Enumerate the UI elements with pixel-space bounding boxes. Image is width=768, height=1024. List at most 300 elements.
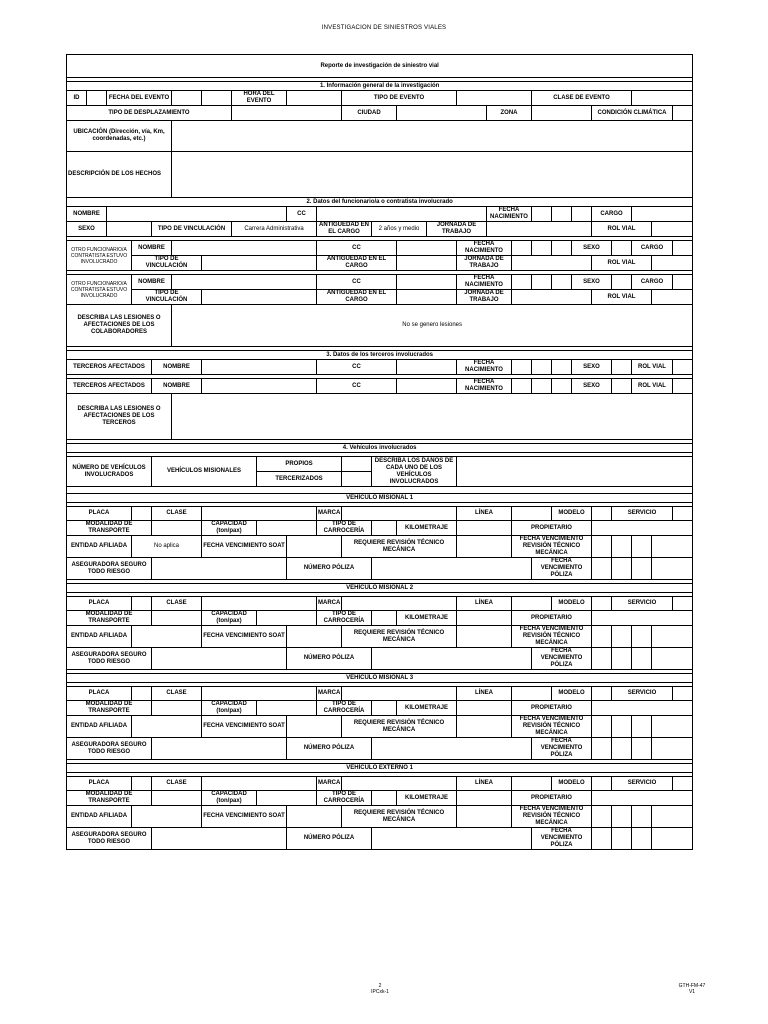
event-date-field-2[interactable]	[202, 91, 232, 106]
line-label: LÍNEA	[457, 597, 512, 611]
insurer-entity-label: ENTIDAD AFILIADA	[67, 806, 132, 828]
inspection-required-label: REQUIERE REVISIÓN TÉCNICO MECÁNICA	[342, 716, 457, 738]
employee-injuries-value[interactable]: No se genero lesiones	[172, 305, 693, 347]
class-field[interactable]	[202, 687, 317, 701]
id-field[interactable]	[87, 91, 107, 106]
inspection-required-label: REQUIERE REVISIÓN TÉCNICO MECÁNICA	[342, 536, 457, 558]
brand-field[interactable]	[342, 777, 457, 791]
mileage-field[interactable]	[457, 791, 512, 806]
other-road-role-label: ROL VIAL	[592, 256, 652, 271]
event-class-field[interactable]	[632, 91, 693, 106]
event-type-label: TIPO DE EVENTO	[342, 91, 457, 106]
page-footer	[330, 983, 430, 995]
other-employee-label: OTRO FUNCIONARIO/A CONTRATISTA ESTUVO INVOLUCRADO	[67, 241, 132, 271]
other2-road-role-label: ROL VIAL	[592, 290, 652, 305]
service-label: SERVICIO	[612, 507, 673, 521]
line-field[interactable]	[512, 777, 552, 791]
mileage-label: KILOMETRAJE	[397, 611, 457, 626]
inspection-expiry-extra[interactable]	[652, 716, 693, 738]
mileage-label: KILOMETRAJE	[397, 701, 457, 716]
transport-mode-field[interactable]	[152, 701, 202, 716]
event-class-label: CLASE DE EVENTO	[532, 91, 632, 106]
inspection-required-field[interactable]	[457, 716, 512, 738]
service-label: SERVICIO	[612, 687, 673, 701]
capacity-field[interactable]	[257, 791, 317, 806]
model-field[interactable]	[592, 777, 612, 791]
insurer-entity-value[interactable]	[132, 716, 202, 738]
third2-birthdate-label: FECHA NACIMIENTO	[457, 379, 512, 394]
third2-sex-field[interactable]	[612, 379, 632, 394]
brand-label: MARCA	[317, 597, 342, 611]
third-birth-d[interactable]	[512, 360, 532, 375]
policy-expiry-m[interactable]	[612, 738, 632, 760]
class-label: CLASE	[152, 507, 202, 521]
insurer-entity-label: ENTIDAD AFILIADA	[67, 716, 132, 738]
other-contract-field[interactable]	[202, 256, 317, 271]
soat-expiry-label: FECHA VENCIMIENTO SOAT	[202, 806, 287, 828]
transport-mode-field[interactable]	[152, 791, 202, 806]
owner-label: PROPIETARIO	[512, 521, 592, 536]
soat-expiry-field[interactable]	[287, 716, 342, 738]
third2-name-label: NOMBRE	[152, 379, 202, 394]
policy-expiry-y[interactable]	[632, 738, 652, 760]
damages-label: DESCRIBA LOS DAÑOS DE CADA UNO DE LOS VEHÍCULOS INVOLUCRADOS	[372, 457, 457, 487]
service-field[interactable]	[673, 507, 693, 521]
other-cc-field[interactable]	[397, 241, 457, 256]
other2-shift-field[interactable]	[512, 290, 592, 305]
third2-cc-field[interactable]	[397, 379, 457, 394]
event-time-label: HORA DEL EVENTO	[232, 91, 287, 106]
other2-name-field[interactable]	[172, 275, 317, 290]
service-label: SERVICIO	[612, 597, 673, 611]
third2-road-role-field[interactable]	[673, 379, 693, 394]
city-field[interactable]	[397, 106, 487, 121]
plate-label: PLACA	[67, 597, 132, 611]
soat-expiry-label: FECHA VENCIMIENTO SOAT	[202, 626, 287, 648]
other-birth-m[interactable]	[532, 241, 552, 256]
owner-field[interactable]	[592, 611, 693, 626]
third-name-label: NOMBRE	[152, 360, 202, 375]
inspection-expiry-m[interactable]	[612, 716, 632, 738]
third2-birth-m[interactable]	[532, 379, 552, 394]
policy-expiry-label: FECHA VENCIMIENTO PÓLIZA	[532, 648, 592, 670]
other-road-role-field[interactable]	[652, 256, 693, 271]
birthdate-month[interactable]	[552, 207, 572, 222]
policy-expiry-d[interactable]	[592, 738, 612, 760]
third-injuries-field[interactable]	[172, 394, 693, 440]
plate-field[interactable]	[132, 687, 152, 701]
description-label: DESCRIPCIÓN DE LOS HECHOS	[67, 152, 172, 198]
city-label: CIUDAD	[342, 106, 397, 121]
inspection-expiry-label: FECHA VENCIMIENTO REVISIÓN TÉCNICO MECÁNICA	[512, 626, 592, 648]
policy-number-label: NÚMERO PÓLIZA	[287, 738, 372, 760]
outsourced-label: TERCERIZADOS	[257, 472, 342, 487]
all-risk-insurer-field[interactable]	[152, 558, 287, 580]
weather-label: CONDICIÓN CLIMÁTICA	[592, 106, 673, 121]
own-field[interactable]	[342, 457, 372, 472]
third2-birth-y[interactable]	[552, 379, 572, 394]
third-cc-field[interactable]	[397, 360, 457, 375]
other2-role-field[interactable]	[673, 275, 693, 290]
third-injuries-label: DESCRIBA LAS LESIONES O AFECTACIONES DE LOS TERCEROS	[67, 394, 172, 440]
body-type-label: TIPO DE CARROCERÍA	[317, 521, 372, 536]
other-seniority-field[interactable]	[397, 256, 457, 271]
owner-field[interactable]	[592, 701, 693, 716]
brand-field[interactable]	[342, 597, 457, 611]
model-label: MODELO	[552, 597, 592, 611]
line-label: LÍNEA	[457, 507, 512, 521]
inspection-expiry-d[interactable]	[592, 716, 612, 738]
other2-name-label: NOMBRE	[132, 275, 172, 290]
brand-label: MARCA	[317, 687, 342, 701]
policy-expiry-d[interactable]	[592, 648, 612, 670]
body-type-field[interactable]	[372, 791, 397, 806]
transport-mode-field[interactable]	[152, 521, 202, 536]
other-name-field[interactable]	[172, 241, 317, 256]
other-shift-field[interactable]	[512, 256, 592, 271]
model-label: MODELO	[552, 777, 592, 791]
other-shift-label: JORNADA DE TRABAJO	[457, 256, 512, 271]
all-risk-insurer-field[interactable]	[152, 648, 287, 670]
third2-birth-d[interactable]	[512, 379, 532, 394]
owner-label: PROPIETARIO	[512, 611, 592, 626]
other-sex-field[interactable]	[612, 241, 632, 256]
policy-expiry-m[interactable]	[612, 828, 632, 850]
other2-sex-field[interactable]	[612, 275, 632, 290]
third-birth-y[interactable]	[552, 360, 572, 375]
employee-name-field[interactable]	[107, 207, 287, 222]
model-label: MODELO	[552, 507, 592, 521]
line-field[interactable]	[512, 687, 552, 701]
policy-number-field[interactable]	[372, 648, 532, 670]
policy-expiry-extra[interactable]	[652, 558, 693, 580]
soat-expiry-field[interactable]	[287, 536, 342, 558]
line-field[interactable]	[512, 597, 552, 611]
owner-field[interactable]	[592, 791, 693, 806]
event-time-field[interactable]	[287, 91, 342, 106]
third2-road-role-label: ROL VIAL	[632, 379, 673, 394]
other-birthdate-label: FECHA NACIMIENTO	[457, 241, 512, 256]
inspection-required-label: REQUIERE REVISIÓN TÉCNICO MECÁNICA	[342, 806, 457, 828]
policy-expiry-extra[interactable]	[652, 828, 693, 850]
model-field[interactable]	[592, 597, 612, 611]
vehicle-title-2: VEHÍCULO MISIONAL 2	[67, 584, 693, 593]
mileage-field[interactable]	[457, 611, 512, 626]
capacity-label: CAPACIDAD (ton/pax)	[202, 701, 257, 716]
plate-field[interactable]	[132, 777, 152, 791]
class-label: CLASE	[152, 687, 202, 701]
service-field[interactable]	[673, 777, 693, 791]
event-date-label: FECHA DEL EVENTO	[107, 91, 172, 106]
other-name-label: NOMBRE	[132, 241, 172, 256]
mileage-label: KILOMETRAJE	[397, 521, 457, 536]
transport-mode-label: MODALIDAD DE TRANSPORTE	[67, 791, 152, 806]
form-version: V1	[688, 989, 696, 995]
inspection-required-label: REQUIERE REVISIÓN TÉCNICO MECÁNICA	[342, 626, 457, 648]
section-4-title: 4. Vehículos involucrados	[67, 444, 693, 453]
inspection-expiry-y[interactable]	[632, 716, 652, 738]
other-employee-label-2: OTRO FUNCIONARIO/A CONTRATISTA ESTUVO INVOLUCRADO	[67, 275, 132, 305]
inspection-expiry-label: FECHA VENCIMIENTO REVISIÓN TÉCNICO MECÁNICA	[512, 716, 592, 738]
birthdate-year[interactable]	[572, 207, 592, 222]
employee-role-field[interactable]	[632, 207, 693, 222]
other2-road-role-field[interactable]	[652, 290, 693, 305]
travel-type-label: TIPO DE DESPLAZAMIENTO	[67, 106, 232, 121]
third-road-role-label: ROL VIAL	[632, 360, 673, 375]
service-field[interactable]	[673, 597, 693, 611]
third-birthdate-label: FECHA NACIMIENTO	[457, 360, 512, 375]
all-risk-insurer-label: ASEGURADORA SEGURO TODO RIESGO	[67, 558, 152, 580]
brand-field[interactable]	[342, 687, 457, 701]
third-road-role-field[interactable]	[673, 360, 693, 375]
damages-field[interactable]	[457, 457, 693, 487]
other2-birth-y[interactable]	[552, 275, 572, 290]
capacity-field[interactable]	[257, 701, 317, 716]
insurer-entity-value[interactable]	[132, 806, 202, 828]
policy-expiry-y[interactable]	[632, 558, 652, 580]
inspection-expiry-extra[interactable]	[652, 536, 693, 558]
employee-cc-label: CC	[287, 207, 317, 222]
other2-role-label: CARGO	[632, 275, 673, 290]
policy-expiry-d[interactable]	[592, 828, 612, 850]
employee-contract-type-label: TIPO DE VINCULACIÓN	[152, 222, 232, 237]
vehicles-count-label: NÚMERO DE VEHÍCULOS INVOLUCRADOS	[67, 457, 152, 487]
outsourced-field[interactable]	[342, 472, 372, 487]
plate-label: PLACA	[67, 777, 132, 791]
other-cc-label: CC	[317, 241, 397, 256]
other2-shift-label: JORNADA DE TRABAJO	[457, 290, 512, 305]
inspection-expiry-label: FECHA VENCIMIENTO REVISIÓN TÉCNICO MECÁNICA	[512, 536, 592, 558]
zone-label: ZONA	[487, 106, 532, 121]
employee-seniority-value[interactable]: 2 años y medio	[372, 222, 427, 237]
mission-vehicles-label: VEHÍCULOS MISIONALES	[152, 457, 257, 487]
other-birth-d[interactable]	[512, 241, 532, 256]
inspection-required-field[interactable]	[457, 806, 512, 828]
inspection-expiry-y[interactable]	[632, 626, 652, 648]
class-label: CLASE	[152, 597, 202, 611]
other2-sex-label: SEXO	[572, 275, 612, 290]
body-type-label: TIPO DE CARROCERÍA	[317, 611, 372, 626]
other2-birth-m[interactable]	[532, 275, 552, 290]
capacity-label: CAPACIDAD (ton/pax)	[202, 791, 257, 806]
birthdate-day[interactable]	[532, 207, 552, 222]
other-role-field[interactable]	[673, 241, 693, 256]
footer-code-left: IPCxk-1	[371, 989, 389, 995]
inspection-expiry-y[interactable]	[632, 806, 652, 828]
model-field[interactable]	[592, 507, 612, 521]
employee-contract-type-value[interactable]: Carrera Administrativa	[232, 222, 317, 237]
inspection-expiry-d[interactable]	[592, 536, 612, 558]
employee-sex-field[interactable]	[107, 222, 152, 237]
policy-expiry-extra[interactable]	[652, 738, 693, 760]
third2-name-field[interactable]	[202, 379, 317, 394]
other-contract-label: TIPO DE VINCULACIÓN	[132, 256, 202, 271]
insurer-entity-value[interactable]	[132, 626, 202, 648]
policy-expiry-m[interactable]	[612, 558, 632, 580]
policy-expiry-y[interactable]	[632, 648, 652, 670]
third-sex-field[interactable]	[612, 360, 632, 375]
inspection-expiry-extra[interactable]	[652, 626, 693, 648]
inspection-expiry-d[interactable]	[592, 626, 612, 648]
policy-expiry-extra[interactable]	[652, 648, 693, 670]
third2-cc-label: CC	[317, 379, 397, 394]
third-sex-label: SEXO	[572, 360, 612, 375]
inspection-expiry-m[interactable]	[612, 626, 632, 648]
other2-seniority-field[interactable]	[397, 290, 457, 305]
body-type-label: TIPO DE CARROCERÍA	[317, 791, 372, 806]
brand-field[interactable]	[342, 507, 457, 521]
class-field[interactable]	[202, 777, 317, 791]
report-title: Reporte de investigación de siniestro vial	[67, 55, 693, 78]
body-type-field[interactable]	[372, 521, 397, 536]
class-field[interactable]	[202, 507, 317, 521]
other-seniority-label: ANTIGUEDAD EN EL CARGO	[317, 256, 397, 271]
soat-expiry-field[interactable]	[287, 626, 342, 648]
class-field[interactable]	[202, 597, 317, 611]
employee-role-label: CARGO	[592, 207, 632, 222]
policy-expiry-y[interactable]	[632, 828, 652, 850]
class-label: CLASE	[152, 777, 202, 791]
mileage-field[interactable]	[457, 521, 512, 536]
model-field[interactable]	[592, 687, 612, 701]
vehicle-title-3: VEHÍCULO MISIONAL 3	[67, 674, 693, 683]
capacity-label: CAPACIDAD (ton/pax)	[202, 611, 257, 626]
document-code	[662, 983, 722, 995]
employee-road-role-field[interactable]	[652, 222, 693, 237]
insurer-entity-label: ENTIDAD AFILIADA	[67, 626, 132, 648]
model-label: MODELO	[552, 687, 592, 701]
other2-contract-label: TIPO DE VINCULACIÓN	[132, 290, 202, 305]
policy-expiry-m[interactable]	[612, 648, 632, 670]
employee-shift-field[interactable]	[487, 222, 592, 237]
weather-field[interactable]	[673, 106, 693, 121]
plate-label: PLACA	[67, 507, 132, 521]
location-label: UBICACIÓN (Dirección, vía, Km, coordenadas, etc.)	[67, 121, 172, 152]
insurer-entity-label: ENTIDAD AFILIADA	[67, 536, 132, 558]
inspection-expiry-d[interactable]	[592, 806, 612, 828]
employee-cc-field[interactable]	[317, 207, 487, 222]
body-type-field[interactable]	[372, 611, 397, 626]
inspection-required-field[interactable]	[457, 626, 512, 648]
service-label: SERVICIO	[612, 777, 673, 791]
owner-field[interactable]	[592, 521, 693, 536]
insurer-entity-value[interactable]: No aplica	[132, 536, 202, 558]
all-risk-insurer-label: ASEGURADORA SEGURO TODO RIESGO	[67, 828, 152, 850]
description-field[interactable]	[172, 152, 693, 198]
all-risk-insurer-label: ASEGURADORA SEGURO TODO RIESGO	[67, 738, 152, 760]
employee-road-role-label: ROL VIAL	[592, 222, 652, 237]
inspection-expiry-label: FECHA VENCIMIENTO REVISIÓN TÉCNICO MECÁNICA	[512, 806, 592, 828]
section-1-title: 1. Información general de la investigación	[67, 82, 693, 91]
owner-label: PROPIETARIO	[512, 791, 592, 806]
line-field[interactable]	[512, 507, 552, 521]
other-sex-label: SEXO	[572, 241, 612, 256]
all-risk-insurer-label: ASEGURADORA SEGURO TODO RIESGO	[67, 648, 152, 670]
soat-expiry-label: FECHA VENCIMIENTO SOAT	[202, 716, 287, 738]
own-label: PROPIOS	[257, 457, 342, 472]
transport-mode-label: MODALIDAD DE TRANSPORTE	[67, 521, 152, 536]
employee-seniority-label: ANTIGÜEDAD EN EL CARGO	[317, 222, 372, 237]
employee-birthdate-label: FECHA NACIMIENTO	[487, 207, 532, 222]
service-field[interactable]	[673, 687, 693, 701]
line-label: LÍNEA	[457, 687, 512, 701]
brand-label: MARCA	[317, 507, 342, 521]
transport-mode-label: MODALIDAD DE TRANSPORTE	[67, 611, 152, 626]
policy-number-field[interactable]	[372, 558, 532, 580]
policy-number-label: NÚMERO PÓLIZA	[287, 648, 372, 670]
soat-expiry-field[interactable]	[287, 806, 342, 828]
line-label: LÍNEA	[457, 777, 512, 791]
travel-type-field[interactable]	[232, 106, 342, 121]
policy-expiry-label: FECHA VENCIMIENTO PÓLIZA	[532, 558, 592, 580]
policy-expiry-label: FECHA VENCIMIENTO PÓLIZA	[532, 828, 592, 850]
inspection-expiry-m[interactable]	[612, 806, 632, 828]
other2-birthdate-label: FECHA NACIMIENTO	[457, 275, 512, 290]
owner-label: PROPIETARIO	[512, 701, 592, 716]
policy-number-label: NÚMERO PÓLIZA	[287, 828, 372, 850]
policy-expiry-label: FECHA VENCIMIENTO PÓLIZA	[532, 738, 592, 760]
inspection-expiry-y[interactable]	[632, 536, 652, 558]
zone-field[interactable]	[532, 106, 592, 121]
policy-number-field[interactable]	[372, 738, 532, 760]
policy-number-label: NÚMERO PÓLIZA	[287, 558, 372, 580]
inspection-expiry-extra[interactable]	[652, 806, 693, 828]
inspection-required-field[interactable]	[457, 536, 512, 558]
soat-expiry-label: FECHA VENCIMIENTO SOAT	[202, 536, 287, 558]
all-risk-insurer-field[interactable]	[152, 738, 287, 760]
third-party-label-2: TERCEROS AFECTADOS	[67, 379, 152, 394]
vehicle-title-1: VEHÍCULO MISIONAL 1	[67, 494, 693, 503]
policy-number-field[interactable]	[372, 828, 532, 850]
vehicle-title-4: VEHÍCULO EXTERNO 1	[67, 764, 693, 773]
third2-sex-label: SEXO	[572, 379, 612, 394]
body-type-field[interactable]	[372, 701, 397, 716]
event-date-field[interactable]	[172, 91, 202, 106]
id-label: ID	[67, 91, 87, 106]
body-type-label: TIPO DE CARROCERÍA	[317, 701, 372, 716]
other-birth-y[interactable]	[552, 241, 572, 256]
report-form	[66, 54, 692, 850]
mileage-field[interactable]	[457, 701, 512, 716]
third-birth-m[interactable]	[532, 360, 552, 375]
page-number: 2	[378, 983, 382, 989]
third-party-label: TERCEROS AFECTADOS	[67, 360, 152, 375]
event-type-field[interactable]	[457, 91, 532, 106]
other2-cc-label: CC	[317, 275, 397, 290]
other2-cc-field[interactable]	[397, 275, 457, 290]
document-header: INVESTIGACION DE SINIESTROS VIALES	[321, 25, 447, 31]
all-risk-insurer-field[interactable]	[152, 828, 287, 850]
transport-mode-label: MODALIDAD DE TRANSPORTE	[67, 701, 152, 716]
other2-contract-field[interactable]	[202, 290, 317, 305]
capacity-field[interactable]	[257, 611, 317, 626]
section-2-title: 2. Datos del funcionario/a o contratista involucrado	[67, 198, 693, 207]
other2-seniority-label: ANTIGUEDAD EN EL CARGO	[317, 290, 397, 305]
transport-mode-field[interactable]	[152, 611, 202, 626]
other2-birth-d[interactable]	[512, 275, 532, 290]
brand-label: MARCA	[317, 777, 342, 791]
plate-field[interactable]	[132, 597, 152, 611]
plate-field[interactable]	[132, 507, 152, 521]
other-role-label: CARGO	[632, 241, 673, 256]
employee-injuries-label: DESCRIBA LAS LESIONES O AFECTACIONES DE LOS COLABORADORES	[67, 305, 172, 347]
capacity-field[interactable]	[257, 521, 317, 536]
policy-expiry-d[interactable]	[592, 558, 612, 580]
location-field[interactable]	[172, 121, 693, 152]
third-cc-label: CC	[317, 360, 397, 375]
third-name-field[interactable]	[202, 360, 317, 375]
inspection-expiry-m[interactable]	[612, 536, 632, 558]
